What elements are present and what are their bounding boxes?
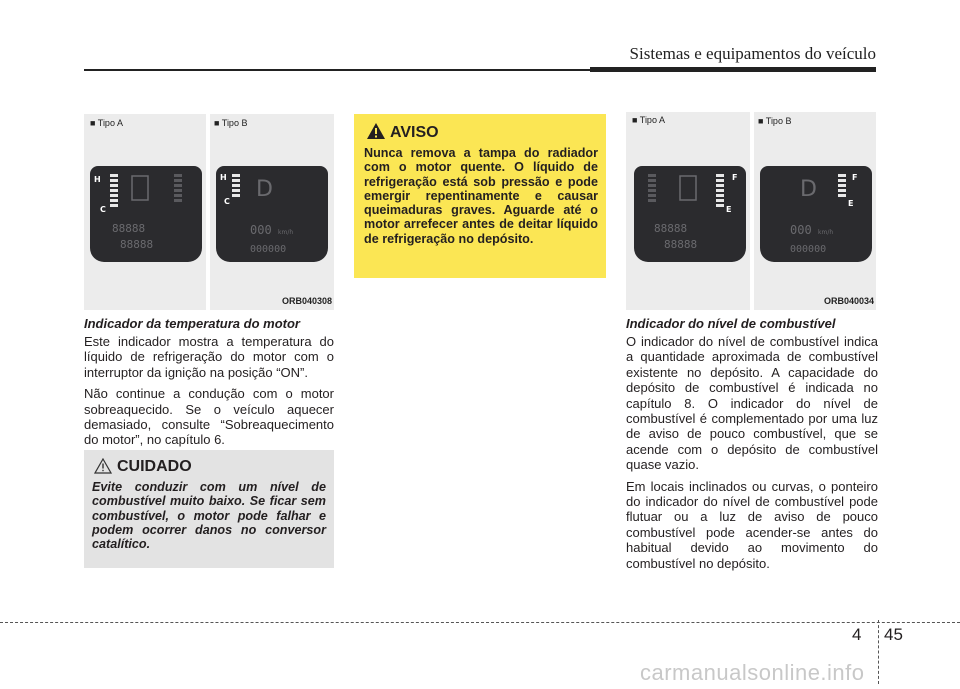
gauge-full-label-b: F xyxy=(852,173,858,182)
instrument-cluster-tipo-b xyxy=(216,166,328,262)
warning-triangle-icon xyxy=(366,122,386,140)
figure-id: ORB040308 xyxy=(281,296,332,306)
figure-label-tipo-b: ■ Tipo B xyxy=(214,118,248,128)
temperature-gauge-display xyxy=(90,166,202,262)
warning-text: Nunca remova a tampa do radiador com o motor quente. O líquido de refrigeração está sob pressão e pode emergir repentinamente e causar queimaduras graves. Aguarde até o motor arrefecer antes de deitar líquido de refrigeração no depósito. xyxy=(364,146,598,246)
figure-label-tipo-b-right: ■ Tipo B xyxy=(758,116,792,126)
fuel-gauge-display xyxy=(634,166,746,262)
page-number: 45 xyxy=(884,625,903,644)
gauge-hot-label-b: H xyxy=(220,173,227,182)
page-number-divider xyxy=(878,620,879,684)
caution-triangle-icon xyxy=(94,458,112,474)
fuel-paragraph-1: O indicador do nível de combustível indica a quantidade aproximada de combustível existente no depósito. A capacidade do depósito de combustível é indicada no capítulo 8. O indicador do nível de combustível é complementado por uma luz de aviso de pouco combustível, que se acende com o depósito de combustível quase vazio. xyxy=(626,334,878,473)
caution-text: Evite conduzir com um nível de combustível muito baixo. Se ficar sem combustível, o motor pode falhar e podem ocorrer danos no conversor catalítico. xyxy=(92,480,326,552)
temperature-section-title: Indicador da temperatura do motor xyxy=(84,316,300,331)
temperature-gauge-figure xyxy=(84,114,334,310)
gauge-hot-label: H xyxy=(94,175,101,184)
odometer-digits: 88888 xyxy=(112,222,146,235)
speed-unit-right: km/h xyxy=(818,229,834,236)
speed-digits: 000 xyxy=(250,223,272,237)
odometer-digits-right: 88888 xyxy=(654,222,688,235)
section-header-title: Sistemas e equipamentos do veículo xyxy=(629,44,876,63)
speed-digits-right: 000 xyxy=(790,223,812,237)
trip-digits: 88888 xyxy=(120,238,154,251)
coolant-level-bars xyxy=(110,174,118,207)
caution-title: CUIDADO xyxy=(117,458,192,475)
gauge-full-label: F xyxy=(732,173,738,182)
fuel-section-title: Indicador do nível de combustível xyxy=(626,316,836,331)
figure-id-right: ORB040034 xyxy=(823,296,874,306)
gear-indicator-right: D xyxy=(800,177,817,202)
warning-box xyxy=(354,114,606,278)
instrument-cluster-tipo-a xyxy=(90,166,202,262)
odometer-readout-right: 000000 xyxy=(790,244,827,255)
instrument-cluster-fuel-tipo-b xyxy=(760,166,872,262)
speed-unit: km/h xyxy=(278,229,294,236)
figure-label-tipo-a: ■ Tipo A xyxy=(90,118,123,128)
temperature-section-body xyxy=(84,334,334,454)
odometer-readout: 000000 xyxy=(250,244,287,255)
figure-divider xyxy=(206,114,210,310)
gear-indicator: D xyxy=(256,177,273,202)
warning-title: AVISO xyxy=(390,124,439,141)
temperature-paragraph-2: Não continue a condução com o motor sobreaquecido. Se o veículo aquecer demasiado, consulte “Sobreaquecimento do motor”, no capítulo 6. xyxy=(84,386,334,448)
caution-box xyxy=(84,450,334,568)
gauge-empty-label-b: E xyxy=(848,199,854,208)
temperature-paragraph-1: Este indicador mostra a temperatura do líquido de refrigeração do motor com o interruptor da ignição na posição “ON”. xyxy=(84,334,334,380)
footer-rule xyxy=(0,622,960,623)
trip-digits-right: 88888 xyxy=(664,238,698,251)
gauge-empty-label: E xyxy=(726,205,732,214)
fuel-gauge-figure xyxy=(626,112,876,310)
figure-label-tipo-a-right: ■ Tipo A xyxy=(632,115,665,125)
header-rule-accent xyxy=(590,67,876,72)
instrument-cluster-fuel-tipo-a xyxy=(634,166,746,262)
watermark: carmanualsonline.info xyxy=(640,660,865,685)
fuel-gauge-display-b xyxy=(760,166,872,262)
gauge-cold-label-b: C xyxy=(224,197,230,206)
gauge-cold-label: C xyxy=(100,205,106,214)
fuel-section-body xyxy=(626,334,878,577)
figure-divider-right xyxy=(750,112,754,310)
temperature-gauge-display-b xyxy=(216,166,328,262)
chapter-number: 4 xyxy=(852,625,862,644)
fuel-paragraph-2: Em locais inclinados ou curvas, o ponteiro do indicador do nível de combustível pode flutuar ou a luz de aviso de pouco combustível pode acender-se antes do habitual devido ao movimento do combustível no depósito. xyxy=(626,478,878,571)
